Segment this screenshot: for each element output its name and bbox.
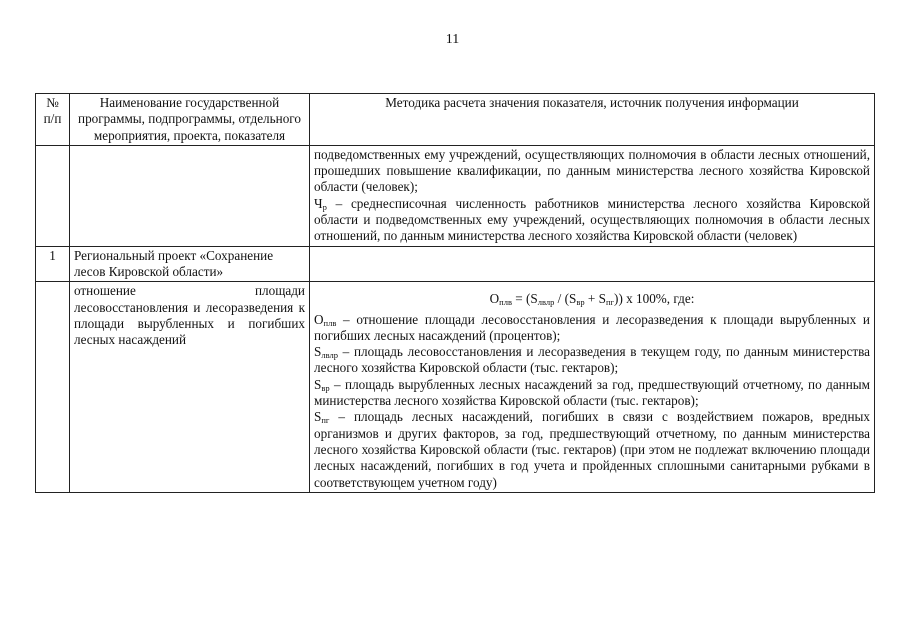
definition-item: $S_{пг}$ – площадь лесных насаждений, погибших в связи с воздействием пожаров, вредных организмов и других факторов, за год, предшествующий отчетному, по данным министерства лесного хозяйства Кировской области (тыс. гектаров) (при этом не подлежат включению площади лесных насаждений, погибших в год учета и пройденных сплошными санитарными рубками в соответствующем учетном году) [314, 409, 870, 490]
row-number [36, 282, 70, 493]
row-name [70, 145, 310, 246]
table-row [36, 145, 875, 246]
definition-item: $О_{плв}$ – отношение площади лесовосстановления и лесоразведения к площади вырубленных и погибших лесных насаждений (процентов); [314, 311, 870, 343]
variable-symbol: Ч [314, 195, 323, 211]
row-number: 1 [36, 246, 70, 282]
variable-subscript: р [322, 201, 327, 212]
row-method [310, 282, 875, 493]
row-name: отношение площади лесовосстановления и лесоразведения к площади вырубленных и погибших лесных насаждений [70, 282, 310, 493]
indicator-table [35, 93, 875, 493]
formula: $О_{плв} = (S_{лвлр} / (S_{вр} + S_{пг}))$ х 100%, где: [489, 291, 695, 308]
header-name: Наименование государственной программы, подпрограммы, отдельного мероприятия, проекта, показателя [70, 94, 310, 146]
row-method [310, 246, 875, 282]
header-number: № п/п [36, 94, 70, 146]
row-name: Региональный проект «Сохранение лесов Кировской области» [70, 246, 310, 282]
page-number: 11 [445, 32, 460, 47]
method-paragraph: подведомственных ему учреждений, осуществляющих полномочия в области лесных отношений, прошедших повышение квалификации, по данным министерства лесного хозяйства Кировской области (человек); [314, 146, 870, 195]
table-header-row [36, 94, 875, 146]
table-row [36, 246, 875, 282]
variable-definition: – среднесписочная численность работников министерства лесного хозяйства Кировской области и подведомственных ему учреждений, осуществляющих полномочия в области лесных отношений, по данным министерства лесного хозяйства Кировской области (человек) [314, 195, 870, 244]
row-method [310, 145, 875, 246]
method-paragraph [314, 196, 870, 245]
row-number [36, 145, 70, 246]
definition-item: $S_{лвлр}$ – площадь лесовосстановления и лесоразведения в текущем году, по данным министерства лесного хозяйства Кировской области (тыс. гектаров); [314, 344, 870, 376]
table-row [36, 282, 875, 493]
definition-item: $S_{вр}$ – площадь вырубленных лесных насаждений за год, предшествующий отчетному, по данным министерства лесного хозяйства Кировской области (тыс. гектаров); [314, 376, 870, 409]
header-method: Методика расчета значения показателя, источник получения информации [310, 94, 875, 146]
